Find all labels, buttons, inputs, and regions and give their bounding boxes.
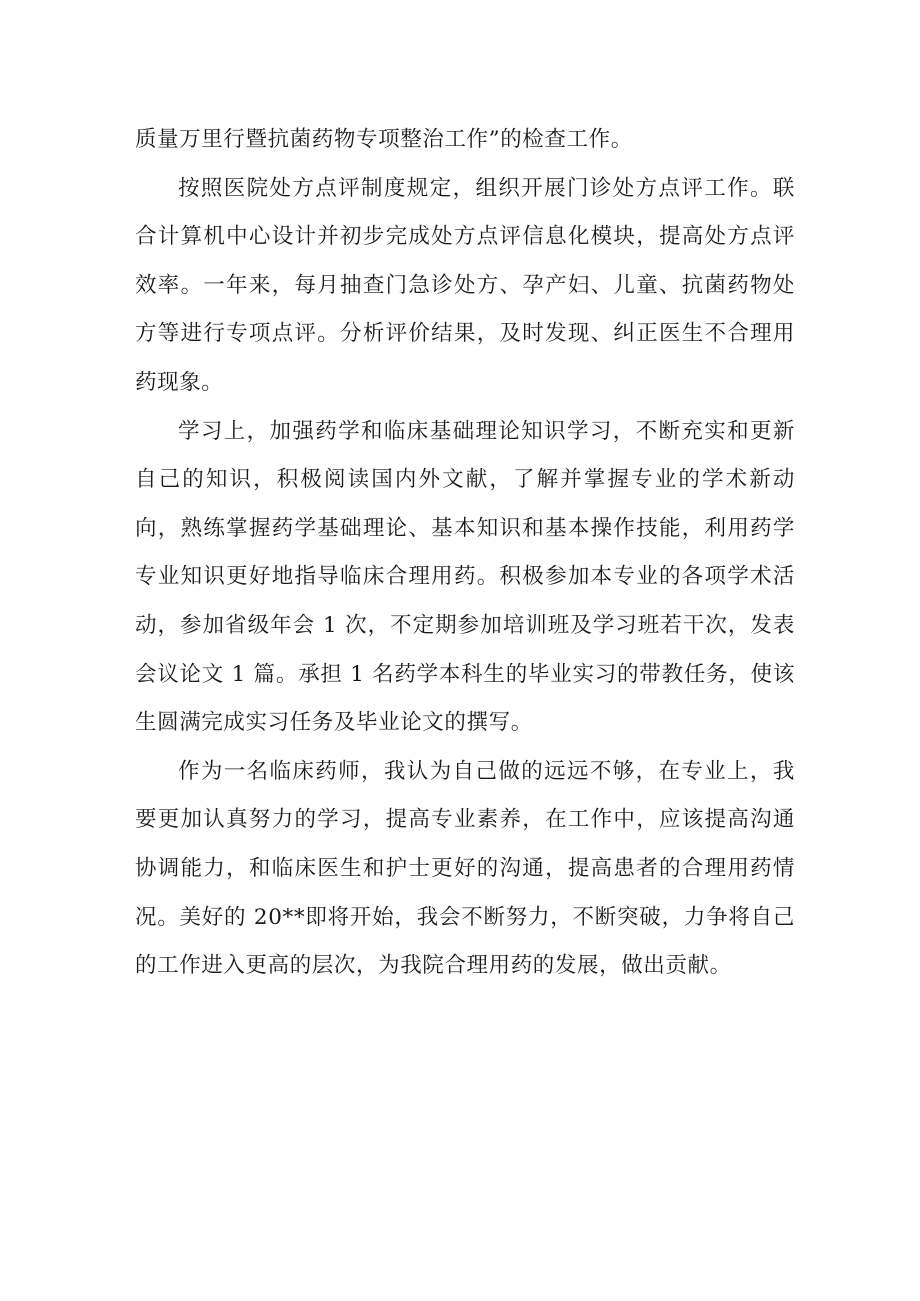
paragraph-prescription-review: 按照医院处方点评制度规定，组织开展门诊处方点评工作。联合计算机中心设计并初步完成处方点评信息化模块，提高处方点评效率。一年来，每月抽查门急诊处方、孕产妇、儿童、抗菌药物处方等进行专项点评。分析评价结果，及时发现、纠正医生不合理用药现象。 <box>135 175 795 395</box>
paragraph-conclusion: 作为一名临床药师，我认为自己做的远远不够，在专业上，我要更加认真努力的学习，提高专业素养，在工作中，应该提高沟通协调能力，和临床医生和护士更好的沟通，提高患者的合理用药情况。美好的 20**即将开始，我会不断努力，不断突破，力争将自己的工作进入更高的层次，为我院合理用药的发展，做出贡献。 <box>135 758 795 979</box>
document-body <box>135 116 795 991</box>
paragraph-study: 学习上，加强药学和临床基础理论知识学习，不断充实和更新自己的知识，积极阅读国内外文献，了解并掌握专业的学术新动向，熟练掌握药学基础理论、基本知识和基本操作技能，利用药学专业知识更好地指导临床合理用药。积极参加本专业的各项学术活动，参加省级年会 1 次，不定期参加培训班及学习班若干次，发表会议论文 1 篇。承担 1 名药学本科生的毕业实习的带教任务，使该生圆满完成实习任务及毕业论文的撰写。 <box>135 418 795 736</box>
paragraph-continuation: 质量万里行暨抗菌药物专项整治工作”的检查工作。 <box>135 127 633 152</box>
